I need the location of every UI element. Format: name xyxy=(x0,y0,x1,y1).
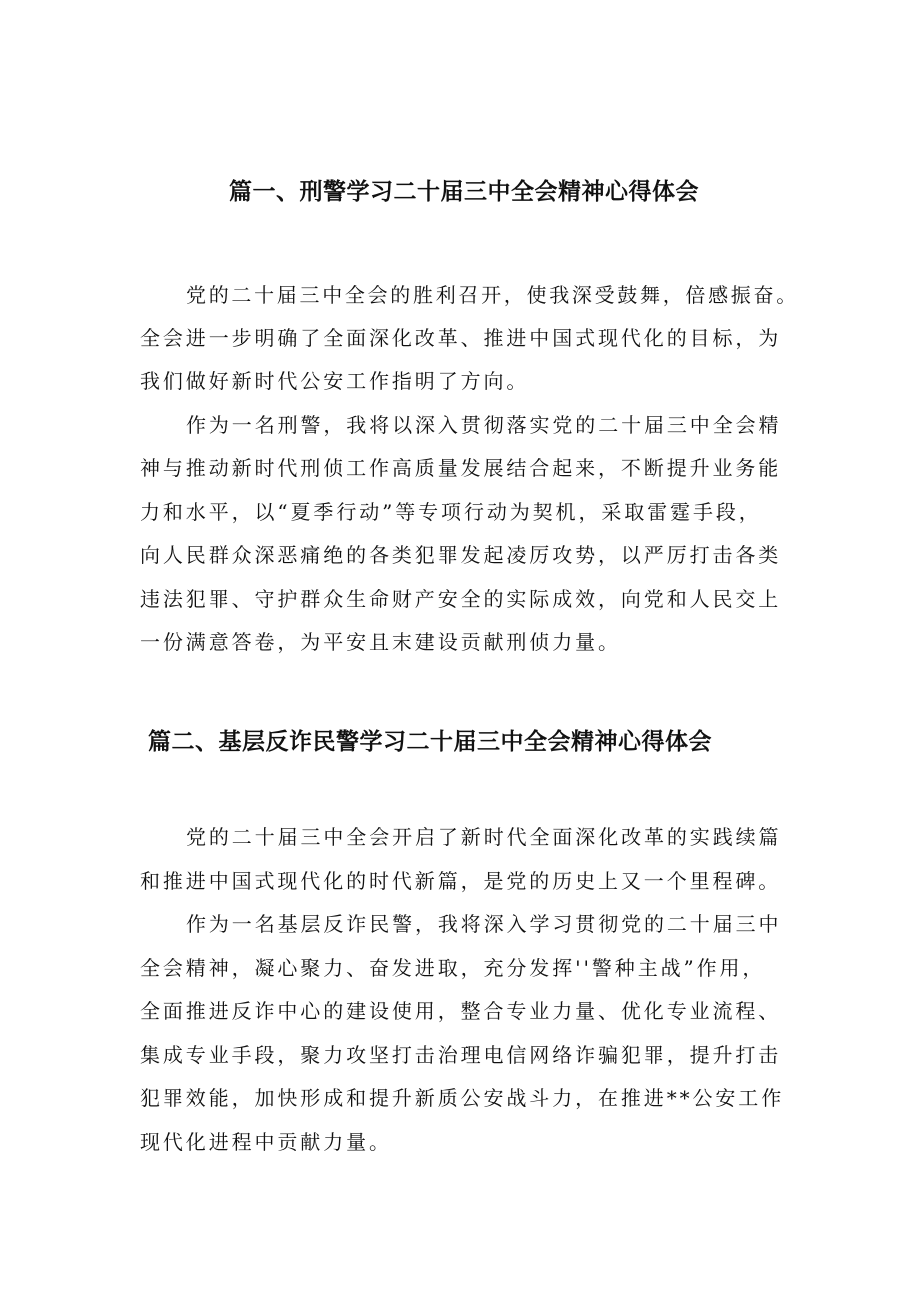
text-line: 全面推进反诈中心的建设使用，整合专业力量、优化专业流程、 xyxy=(140,999,782,1023)
text-line: 我们做好新时代公安工作指明了方向。 xyxy=(140,369,530,393)
text-line: 全会精神，凝心聚力、奋发进取，充分发挥''警种主战”作用， xyxy=(140,956,766,980)
text-line: 全会进一步明确了全面深化改革、推进中国式现代化的目标，为 xyxy=(140,326,782,350)
text-line: 现代化进程中贡献力量。 xyxy=(140,1130,392,1154)
text-line: 集成专业手段，聚力攻坚打击治理电信网络诈骗犯罪，提升打击 xyxy=(140,1043,782,1067)
text-line: 犯罪效能，加快形成和提升新质公安战斗力，在推进**公安工作 xyxy=(140,1086,785,1110)
text-line: 党的二十届三中全会开启了新时代全面深化改革的实践续篇 xyxy=(186,825,782,849)
text-line: 一份满意答卷，为平安且末建设贡献刑侦力量。 xyxy=(140,630,621,654)
text-line: 和推进中国式现代化的时代新篇，是党的历史上又一个里程碑。 xyxy=(140,869,782,893)
section-1-heading: 篇一、刑警学习二十届三中全会精神心得体会 xyxy=(229,179,699,205)
text-line: 党的二十届三中全会的胜利召开，使我深受鼓舞，倍感振奋。 xyxy=(186,283,799,307)
text-line: 神与推动新时代刑侦工作高质量发展结合起来，不断提升业务能 xyxy=(140,456,782,480)
text-line: 作为一名刑警，我将以深入贯彻落实党的二十届三中全会精 xyxy=(186,413,782,437)
text-line: 作为一名基层反诈民警，我将深入学习贯彻党的二十届三中 xyxy=(186,912,782,936)
text-line: 违法犯罪、守护群众生命财产安全的实际成效，向党和人民交上 xyxy=(140,587,782,611)
text-line: 力和水平，以“夏季行动”等专项行动为契机，采取雷霆手段， xyxy=(140,500,762,524)
section-2-heading: 篇二、基层反诈民警学习二十届三中全会精神心得体会 xyxy=(148,729,712,755)
text-line: 向人民群众深恶痛绝的各类犯罪发起凌厉攻势，以严厉打击各类 xyxy=(140,543,782,567)
